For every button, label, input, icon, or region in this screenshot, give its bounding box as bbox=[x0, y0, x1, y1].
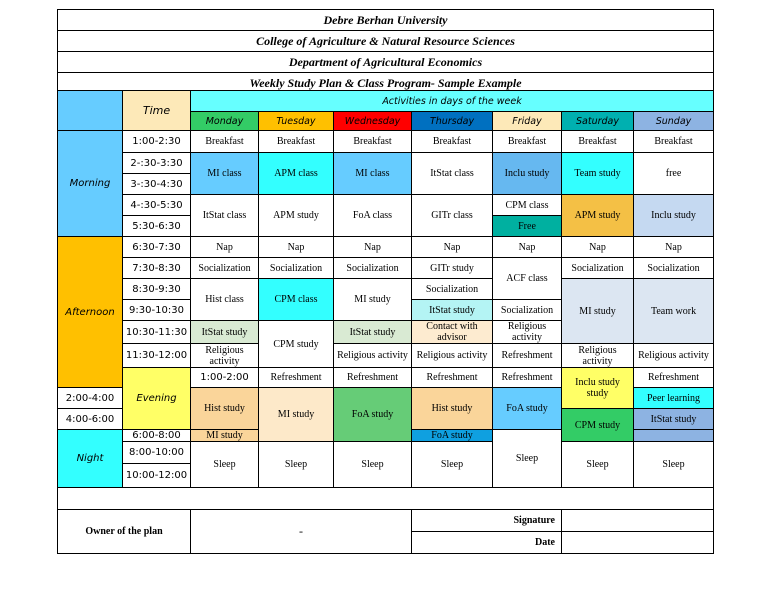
cell-sat-religious: Religious activity bbox=[562, 344, 634, 368]
time-slot: 5:30-6:30 bbox=[123, 216, 191, 237]
cell-wed-religious: Religious activity bbox=[334, 344, 412, 368]
time-slot: 1:00-2:00 bbox=[191, 368, 259, 388]
plan-title: Weekly Study Plan & Class Program- Sample Example bbox=[58, 73, 714, 94]
cell-thu-itstat-study: ItStat study bbox=[412, 300, 493, 321]
cell-thu-contact-advisor: Contact with advisor bbox=[412, 321, 493, 344]
signature-label: Signature bbox=[412, 510, 562, 532]
cell-fri-nap: Nap bbox=[493, 237, 562, 258]
cell-sat-apm-study: APM study bbox=[562, 195, 634, 237]
cell-sun-religious: Religious activity bbox=[634, 344, 714, 368]
cell-fri-acf-class: ACF class bbox=[493, 258, 562, 300]
university-title: Debre Berhan University bbox=[58, 10, 714, 31]
cell-thu-gitr-study: GITr study bbox=[412, 258, 493, 279]
signature-field[interactable] bbox=[562, 510, 714, 532]
cell-fri-cpm-class: CPM class bbox=[493, 195, 562, 216]
cell-tue-cpm-class: CPM class bbox=[259, 279, 334, 321]
time-slot: 10:30-11:30 bbox=[123, 321, 191, 344]
cell-wed-breakfast: Breakfast bbox=[334, 131, 412, 153]
cell-tue-sleep: Sleep bbox=[259, 442, 334, 488]
cell-sun-nap: Nap bbox=[634, 237, 714, 258]
cell-mon-refreshment: Refreshment bbox=[259, 368, 334, 388]
cell-thu-nap: Nap bbox=[412, 237, 493, 258]
college-title: College of Agriculture & Natural Resource Sciences bbox=[58, 31, 714, 52]
day-saturday: Saturday bbox=[562, 112, 634, 131]
cell-thu-foa-study: FoA study bbox=[412, 430, 493, 442]
cell-sun-free: free bbox=[634, 153, 714, 195]
cell-fri-cpm-study: CPM study bbox=[562, 409, 634, 442]
time-slot: 11:30-12:00 bbox=[123, 344, 191, 368]
cell-sat-refreshment: Refreshment bbox=[634, 368, 714, 388]
cell-tue-refreshment: Refreshment bbox=[334, 368, 412, 388]
time-slot: 6:00-8:00 bbox=[123, 430, 191, 442]
cell-mon-mi-study: MI study bbox=[191, 430, 259, 442]
cell-mon-socialization: Socialization bbox=[191, 258, 259, 279]
cell-sat-breakfast: Breakfast bbox=[562, 131, 634, 153]
cell-sat-sleep: Sleep bbox=[493, 430, 562, 488]
cell-fri-free: Free bbox=[493, 216, 562, 237]
day-monday: Monday bbox=[191, 112, 259, 131]
cell-tue-mi-study: MI study bbox=[259, 388, 334, 442]
cell-wed-refreshment: Refreshment bbox=[412, 368, 493, 388]
cell-wed-mi-study: MI study bbox=[334, 279, 412, 321]
cell-sun-socialization: Socialization bbox=[634, 258, 714, 279]
time-header: Time bbox=[123, 91, 191, 131]
cell-fri-inclu-study: Inclu study bbox=[493, 153, 562, 195]
day-friday: Friday bbox=[493, 112, 562, 131]
cell-wed-foa-study: FoA study bbox=[334, 388, 412, 442]
cell-thu-hist-study: Hist study bbox=[412, 388, 493, 430]
cell-sun-sleep: Sleep bbox=[634, 442, 714, 488]
day-sunday: Sunday bbox=[634, 112, 714, 131]
cell-fri-religious: Religious activity bbox=[493, 321, 562, 344]
department-title: Department of Agricultural Economics bbox=[58, 52, 714, 73]
time-slot: 6:30-7:30 bbox=[123, 237, 191, 258]
cell-wed-foa-class: FoA class bbox=[334, 195, 412, 237]
cell-sun-blank bbox=[634, 430, 714, 442]
cell-sat-nap: Nap bbox=[562, 237, 634, 258]
cell-sat-socialization: Socialization bbox=[562, 258, 634, 279]
period-afternoon: Afternoon bbox=[58, 237, 123, 388]
day-wednesday: Wednesday bbox=[334, 112, 412, 131]
cell-mon-religious: Religious activity bbox=[191, 344, 259, 368]
cell-tue-apm-study: APM study bbox=[259, 195, 334, 237]
cell-mon-itstat-study: ItStat study bbox=[191, 321, 259, 344]
time-slot: 8:30-9:30 bbox=[123, 279, 191, 300]
cell-wed-socialization: Socialization bbox=[334, 258, 412, 279]
owner-value[interactable]: - bbox=[191, 510, 412, 554]
date-field[interactable] bbox=[562, 532, 714, 554]
cell-mon-breakfast: Breakfast bbox=[191, 131, 259, 153]
cell-wed-nap: Nap bbox=[334, 237, 412, 258]
cell-tue-nap: Nap bbox=[259, 237, 334, 258]
time-slot: 2:00-4:00 bbox=[58, 388, 123, 409]
cell-thu-sleep: Sleep bbox=[412, 442, 493, 488]
cell-sun-breakfast: Breakfast bbox=[634, 131, 714, 153]
cell-tue-breakfast: Breakfast bbox=[259, 131, 334, 153]
time-slot: 4:00-6:00 bbox=[58, 409, 123, 430]
cell-mon-sleep: Sleep bbox=[191, 442, 259, 488]
day-thursday: Thursday bbox=[412, 112, 493, 131]
cell-fri-refreshment: Refreshment bbox=[493, 344, 562, 368]
cell-mon-mi-class: MI class bbox=[191, 153, 259, 195]
cell-thu-socialization: Socialization bbox=[412, 279, 493, 300]
time-slot: 9:30-10:30 bbox=[123, 300, 191, 321]
cell-mon-hist-study: Hist study bbox=[191, 388, 259, 430]
time-slot: 3-:30-4:30 bbox=[123, 174, 191, 195]
cell-tue-socialization: Socialization bbox=[259, 258, 334, 279]
cell-sun-team-work: Team work bbox=[634, 279, 714, 344]
cell-fri-socialization: Socialization bbox=[493, 300, 562, 321]
period-header-blank bbox=[58, 91, 123, 131]
period-evening: Evening bbox=[123, 368, 191, 430]
date-label: Date bbox=[412, 532, 562, 554]
cell-thu-itstat-class: ItStat class bbox=[412, 153, 493, 195]
cell-mon-itstat-class: ItStat class bbox=[191, 195, 259, 237]
cell-sun-itstat-study: ItStat study bbox=[634, 409, 714, 430]
cell-sun-peer-learning: Peer learning bbox=[634, 388, 714, 409]
cell-wed-mi-class: MI class bbox=[334, 153, 412, 195]
cell-sun-inclu-study: Inclu study bbox=[634, 195, 714, 237]
owner-label: Owner of the plan bbox=[58, 510, 191, 554]
cell-sat-foa-study: FoA study bbox=[493, 388, 562, 430]
cell-thu-breakfast: Breakfast bbox=[412, 131, 493, 153]
cell-thu-refreshment: Refreshment bbox=[493, 368, 562, 388]
time-slot: 10:00-12:00 bbox=[123, 464, 191, 488]
cell-wed-itstat-study: ItStat study bbox=[334, 321, 412, 344]
cell-thu-gitr-class: GITr class bbox=[412, 195, 493, 237]
blank-row bbox=[58, 488, 714, 510]
cell-sat-mi-study: MI study bbox=[562, 279, 634, 344]
period-morning: Morning bbox=[58, 131, 123, 237]
time-slot: 7:30-8:30 bbox=[123, 258, 191, 279]
cell-mon-nap: Nap bbox=[191, 237, 259, 258]
time-slot: 2-:30-3:30 bbox=[123, 153, 191, 174]
cell-tue-apm-class: APM class bbox=[259, 153, 334, 195]
schedule-grid bbox=[57, 90, 714, 554]
cell-fri-sleep: Sleep bbox=[562, 442, 634, 488]
time-slot: 1:00-2:30 bbox=[123, 131, 191, 153]
cell-fri-breakfast: Breakfast bbox=[493, 131, 562, 153]
cell-wed-sleep: Sleep bbox=[334, 442, 412, 488]
day-tuesday: Tuesday bbox=[259, 112, 334, 131]
cell-tue-cpm-study: CPM study bbox=[259, 321, 334, 368]
cell-mon-hist-class: Hist class bbox=[191, 279, 259, 321]
activities-header: Activities in days of the week bbox=[191, 91, 714, 112]
cell-fri-inclu-study: Inclu study study bbox=[562, 368, 634, 409]
period-night: Night bbox=[58, 430, 123, 488]
time-slot: 8:00-10:00 bbox=[123, 442, 191, 464]
time-slot: 4-:30-5:30 bbox=[123, 195, 191, 216]
schedule-table bbox=[57, 90, 714, 554]
cell-thu-religious: Religious activity bbox=[412, 344, 493, 368]
cell-sat-team-study: Team study bbox=[562, 153, 634, 195]
